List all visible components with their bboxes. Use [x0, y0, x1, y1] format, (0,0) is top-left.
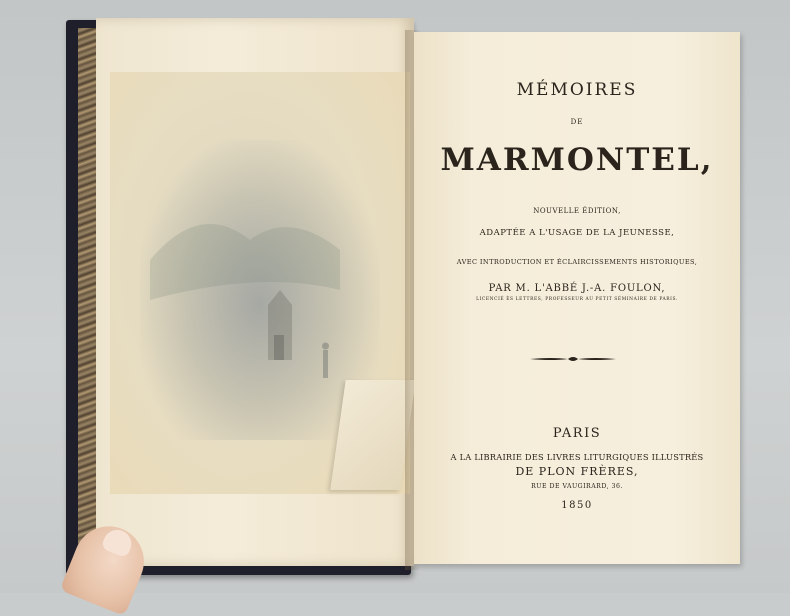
imprint-bookshop: A LA LIBRAIRIE DES LIVRES LITURGIQUES ILLUSTRÉS — [450, 452, 704, 462]
imprint-year: 1850 — [561, 500, 593, 511]
author-credentials: LICENCIÉ ÈS LETTRES, PROFESSEUR AU PETIT SÉMINAIRE DE PARIS. — [476, 297, 678, 302]
title-line-marmontel: MARMONTEL, — [440, 142, 714, 178]
adaptation-line: ADAPTÉE A L'USAGE DE LA JEUNESSE, — [479, 228, 675, 238]
imprint-city: PARIS — [552, 426, 602, 441]
imprint-address: RUE DE VAUGIRARD, 36. — [531, 483, 623, 490]
title-line-memoires: MÉMOIRES — [516, 80, 638, 100]
imprint-publisher: DE PLON FRÈRES, — [515, 465, 639, 478]
edition-line: NOUVELLE ÉDITION, — [533, 207, 621, 215]
title-line-de: DE — [570, 118, 584, 126]
introduction-line: AVEC INTRODUCTION ET ÉCLAIRCISSEMENTS HISTORIQUES, — [456, 258, 698, 266]
author-line: PAR M. L'ABBÉ J.-A. FOULON, — [488, 283, 666, 294]
ornament-rule-icon — [530, 354, 616, 364]
